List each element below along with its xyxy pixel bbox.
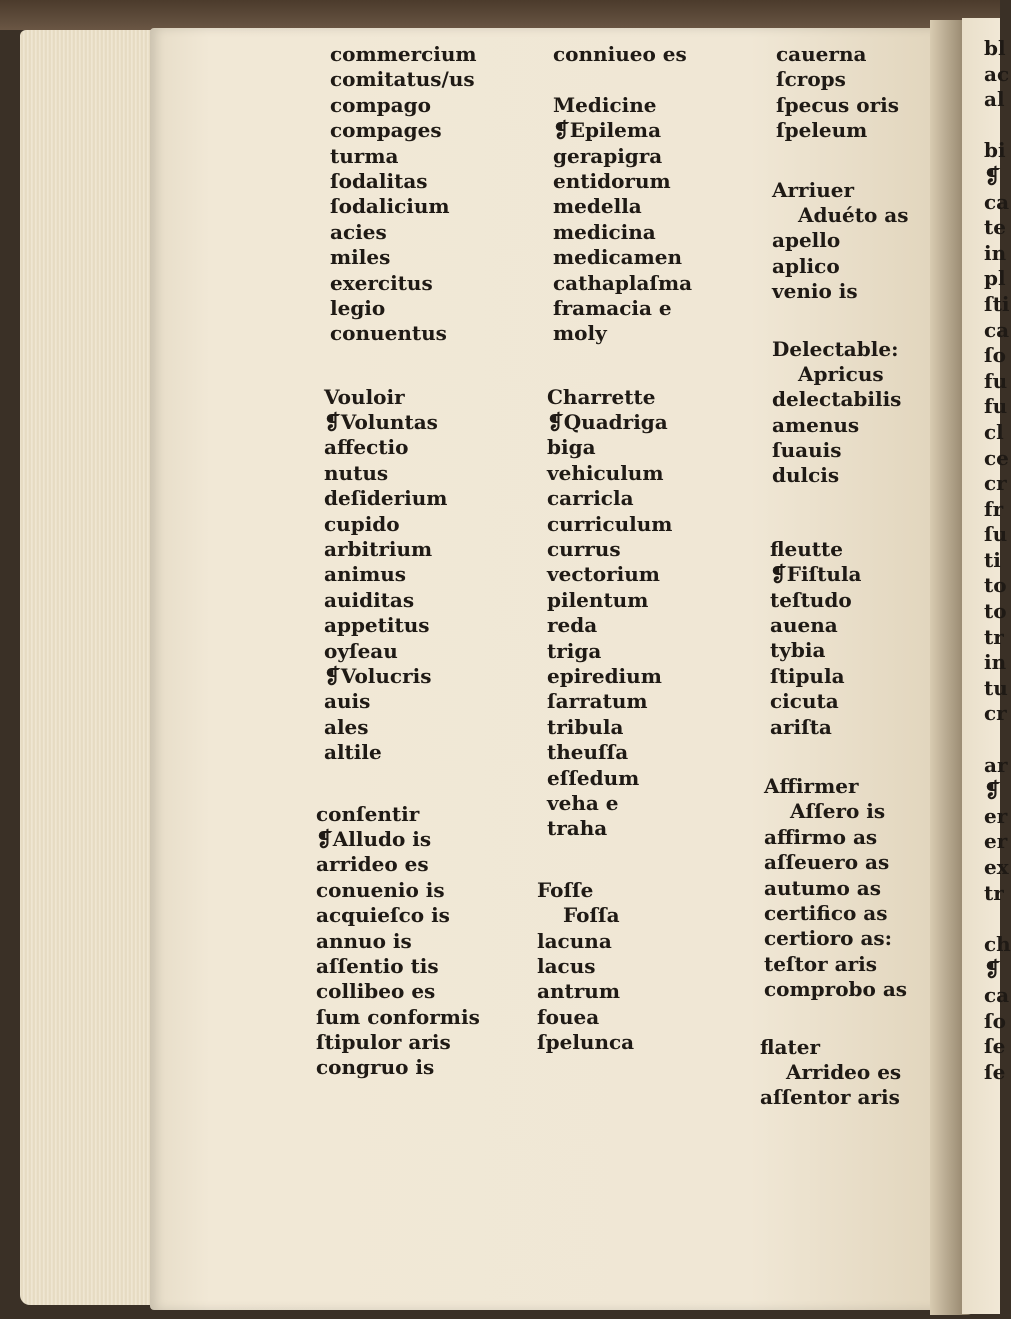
word-entry: lacus <box>537 953 596 978</box>
word-entry: conuentus <box>330 321 447 346</box>
facing-page-fragment: pl <box>984 266 1006 291</box>
word-entry: eſſedum <box>547 765 640 790</box>
word-entry: conniueo es <box>553 42 687 66</box>
facing-page-fragment: tu <box>984 675 1008 700</box>
word-entry: reda <box>547 613 598 638</box>
section-heading: Charrette <box>547 384 656 409</box>
section-heading: Vouloir <box>324 384 405 409</box>
book-cover-top <box>0 0 1000 30</box>
word-entry: entidorum <box>553 168 671 193</box>
word-entry: carricla <box>547 486 634 511</box>
word-entry: collibeo es <box>316 979 436 1004</box>
facing-page-fragment: te <box>984 215 1006 240</box>
word-entry: ❡Voluntas <box>324 410 438 435</box>
facing-page-fragment: tr <box>984 624 1004 649</box>
word-entry: ſodalitas <box>330 168 428 193</box>
word-entry: ❡Quadriga <box>547 410 668 435</box>
word-entry: ſtipula <box>770 663 845 688</box>
facing-page-fragment: bi <box>984 138 1006 163</box>
facing-page-fragment: ce <box>984 445 1009 470</box>
word-entry: auis <box>324 689 371 714</box>
section-heading: conſentir <box>316 801 420 826</box>
word-entry: ſodalicium <box>330 194 450 219</box>
word-entry: triga <box>547 638 602 663</box>
word-entry: deſiderium <box>324 486 448 511</box>
section-heading: Medicine <box>553 92 657 117</box>
word-entry: apello <box>772 228 841 253</box>
word-entry: traha <box>547 816 608 841</box>
word-entry: turma <box>330 143 399 168</box>
word-entry: cicuta <box>770 689 839 714</box>
facing-page-fragment: ti <box>984 547 1001 572</box>
section-heading: oyſeau <box>324 638 398 663</box>
word-entry: ſum conformis <box>316 1004 480 1029</box>
word-entry: Aſſero is <box>790 799 886 824</box>
facing-page-fragment: ex <box>984 855 1009 879</box>
facing-page-fragment: ac <box>984 61 1010 86</box>
facing-page-fragment: ❡ <box>984 778 1001 803</box>
facing-page-fragment: to <box>984 599 1007 624</box>
word-entry: affectio <box>324 435 409 460</box>
column-3 <box>760 42 909 1111</box>
word-entry: annuo is <box>316 928 412 953</box>
facing-page-fragment: cr <box>984 471 1007 496</box>
col3-block6 <box>760 1035 909 1111</box>
word-entry: antrum <box>537 979 620 1004</box>
col3-block1 <box>776 42 909 144</box>
word-entry: theuſſa <box>547 740 629 765</box>
word-entry: acies <box>330 219 387 244</box>
word-entry: arbitrium <box>324 537 433 562</box>
facing-page-fragment: fu <box>984 394 1008 419</box>
word-entry: certifico as <box>764 900 888 925</box>
word-entry: ſcrops <box>776 67 846 92</box>
word-entry: dulcis <box>772 463 840 488</box>
word-entry: altile <box>324 740 382 765</box>
column-1 <box>316 42 480 1081</box>
facing-page-fragment: ch <box>984 931 1011 956</box>
facing-page-fragment: er <box>984 803 1008 828</box>
word-entry: cupido <box>324 511 400 536</box>
word-entry: legio <box>330 295 386 320</box>
col3-block4 <box>770 537 909 740</box>
facing-page-fragment: ſe <box>984 1059 1006 1084</box>
facing-page-fragment: tr <box>984 880 1004 905</box>
word-entry: ſpelunca <box>537 1030 635 1055</box>
word-entry: Arrideo es <box>786 1059 902 1084</box>
word-entry: biga <box>547 435 596 460</box>
word-entry: Foſſa <box>563 903 620 928</box>
col1-block2 <box>324 385 480 766</box>
word-entry: conuenio is <box>316 877 445 902</box>
word-entry: framacia e <box>553 295 672 320</box>
col2-block1 <box>553 42 692 347</box>
word-entry: animus <box>324 562 407 587</box>
facing-page-fragment: fr <box>984 496 1004 521</box>
word-entry: auiditas <box>324 587 415 612</box>
section-heading: fleutte <box>770 536 844 561</box>
facing-page-fragment: ca <box>984 317 1010 342</box>
facing-page-fragment: er <box>984 829 1008 854</box>
word-entry: ❡Fiſtula <box>770 562 862 587</box>
facing-page-fragment: cl <box>984 419 1004 444</box>
word-entry: fouea <box>537 1004 600 1029</box>
word-entry: aplico <box>772 253 840 278</box>
section-heading: Affirmer <box>764 773 859 798</box>
word-entry: venio is <box>772 279 858 304</box>
word-entry: moly <box>553 321 607 346</box>
facing-page-fragment: fu <box>984 368 1008 393</box>
facing-page-fragment: bl <box>984 36 1006 60</box>
col3-block2 <box>772 178 909 305</box>
col1-block3 <box>316 802 480 1081</box>
column-2 <box>537 42 693 1055</box>
word-entry: auena <box>770 613 838 638</box>
facing-page-fragment: ſu <box>984 522 1008 547</box>
word-entry: ſuauis <box>772 438 842 463</box>
facing-page-fragment <box>984 906 1011 932</box>
word-entry: gerapigra <box>553 143 663 168</box>
word-entry: aſſentio tis <box>316 953 439 978</box>
word-entry: ❡Alludo is <box>316 826 432 851</box>
word-entry: cauerna <box>776 42 867 66</box>
word-entry: miles <box>330 245 391 270</box>
word-entry: curriculum <box>547 511 673 536</box>
word-entry: ales <box>324 714 369 739</box>
facing-page-fragment: ſti <box>984 291 1010 316</box>
col1-block1 <box>330 42 480 347</box>
word-entry: comitatus/us <box>330 67 475 92</box>
word-entry: affirmo as <box>764 824 878 849</box>
word-entry: currus <box>547 537 621 562</box>
facing-page-fragment: ca <box>984 982 1010 1007</box>
word-entry: lacuna <box>537 928 612 953</box>
col2-block2 <box>547 385 692 842</box>
section-heading: Foſſe <box>537 877 594 902</box>
word-entry: medella <box>553 194 642 219</box>
word-entry: tybia <box>770 638 826 663</box>
facing-page-fragment: ❡ <box>984 957 1001 982</box>
col2-block3 <box>537 878 692 1056</box>
word-entry: amenus <box>772 412 860 437</box>
facing-page-fragment: ſo <box>984 343 1006 368</box>
facing-page-fragment <box>984 113 1011 139</box>
word-entry: aſſeuero as <box>764 850 890 875</box>
word-entry: appetitus <box>324 613 430 638</box>
word-entry: ariſta <box>770 714 832 739</box>
facing-page-fragment: ſe <box>984 1034 1006 1059</box>
word-entry: ſpeleum <box>776 118 868 143</box>
facing-page-fragment: cr <box>984 701 1007 726</box>
word-entry: vectorium <box>547 562 660 587</box>
word-entry: certioro as: <box>764 926 893 951</box>
word-entry: ❡Volucris <box>324 663 432 688</box>
facing-page-fragment: in <box>984 650 1007 675</box>
col3-block3 <box>772 337 909 489</box>
word-entry: comprobo as <box>764 977 908 1002</box>
spacer <box>553 67 692 92</box>
word-entry: acquieſco is <box>316 903 450 928</box>
word-entry: pilentum <box>547 587 649 612</box>
word-entry: teſtor aris <box>764 951 877 976</box>
word-entry: congruo is <box>316 1055 435 1080</box>
col3-block5 <box>764 774 909 1003</box>
word-entry: cathaplaſma <box>553 270 693 295</box>
facing-page-fragment: ar <box>984 752 1008 777</box>
word-entry: ſarratum <box>547 689 648 714</box>
word-entry: Aduéto as <box>798 202 909 227</box>
facing-page-fragment: in <box>984 240 1007 265</box>
word-entry: Apricus <box>798 361 884 386</box>
word-entry: medicamen <box>553 245 683 270</box>
word-entry: arrideo es <box>316 852 429 877</box>
word-entry: nutus <box>324 460 389 485</box>
word-entry: exercitus <box>330 270 433 295</box>
word-entry: autumo as <box>764 875 881 900</box>
word-entry: aſſentor aris <box>760 1085 900 1110</box>
facing-page-fragment: to <box>984 573 1007 598</box>
word-entry: delectabilis <box>772 387 902 412</box>
word-entry: compago <box>330 92 431 117</box>
facing-page-fragment: ❡ <box>984 163 1001 188</box>
word-entry: ❡Epilema <box>553 118 662 143</box>
facing-page-fragment <box>984 727 1011 753</box>
facing-page-text <box>984 36 1011 1085</box>
facing-page-fragment: ſo <box>984 1008 1006 1033</box>
word-entry: ſpecus oris <box>776 92 899 117</box>
word-entry: compages <box>330 118 442 143</box>
word-entry: commercium <box>330 42 477 66</box>
section-heading: Arriuer <box>772 177 854 202</box>
word-entry: veha e <box>547 790 619 815</box>
word-entry: epiredium <box>547 663 662 688</box>
word-entry: teſtudo <box>770 587 852 612</box>
word-entry: tribula <box>547 714 624 739</box>
facing-page-fragment: al <box>984 87 1005 112</box>
word-entry: medicina <box>553 219 656 244</box>
section-heading: flater <box>760 1034 820 1059</box>
facing-page-fragment: ca <box>984 189 1010 214</box>
word-entry: vehiculum <box>547 460 664 485</box>
word-entry: ſtipulor aris <box>316 1030 451 1055</box>
section-heading: Delectable: <box>772 336 899 361</box>
